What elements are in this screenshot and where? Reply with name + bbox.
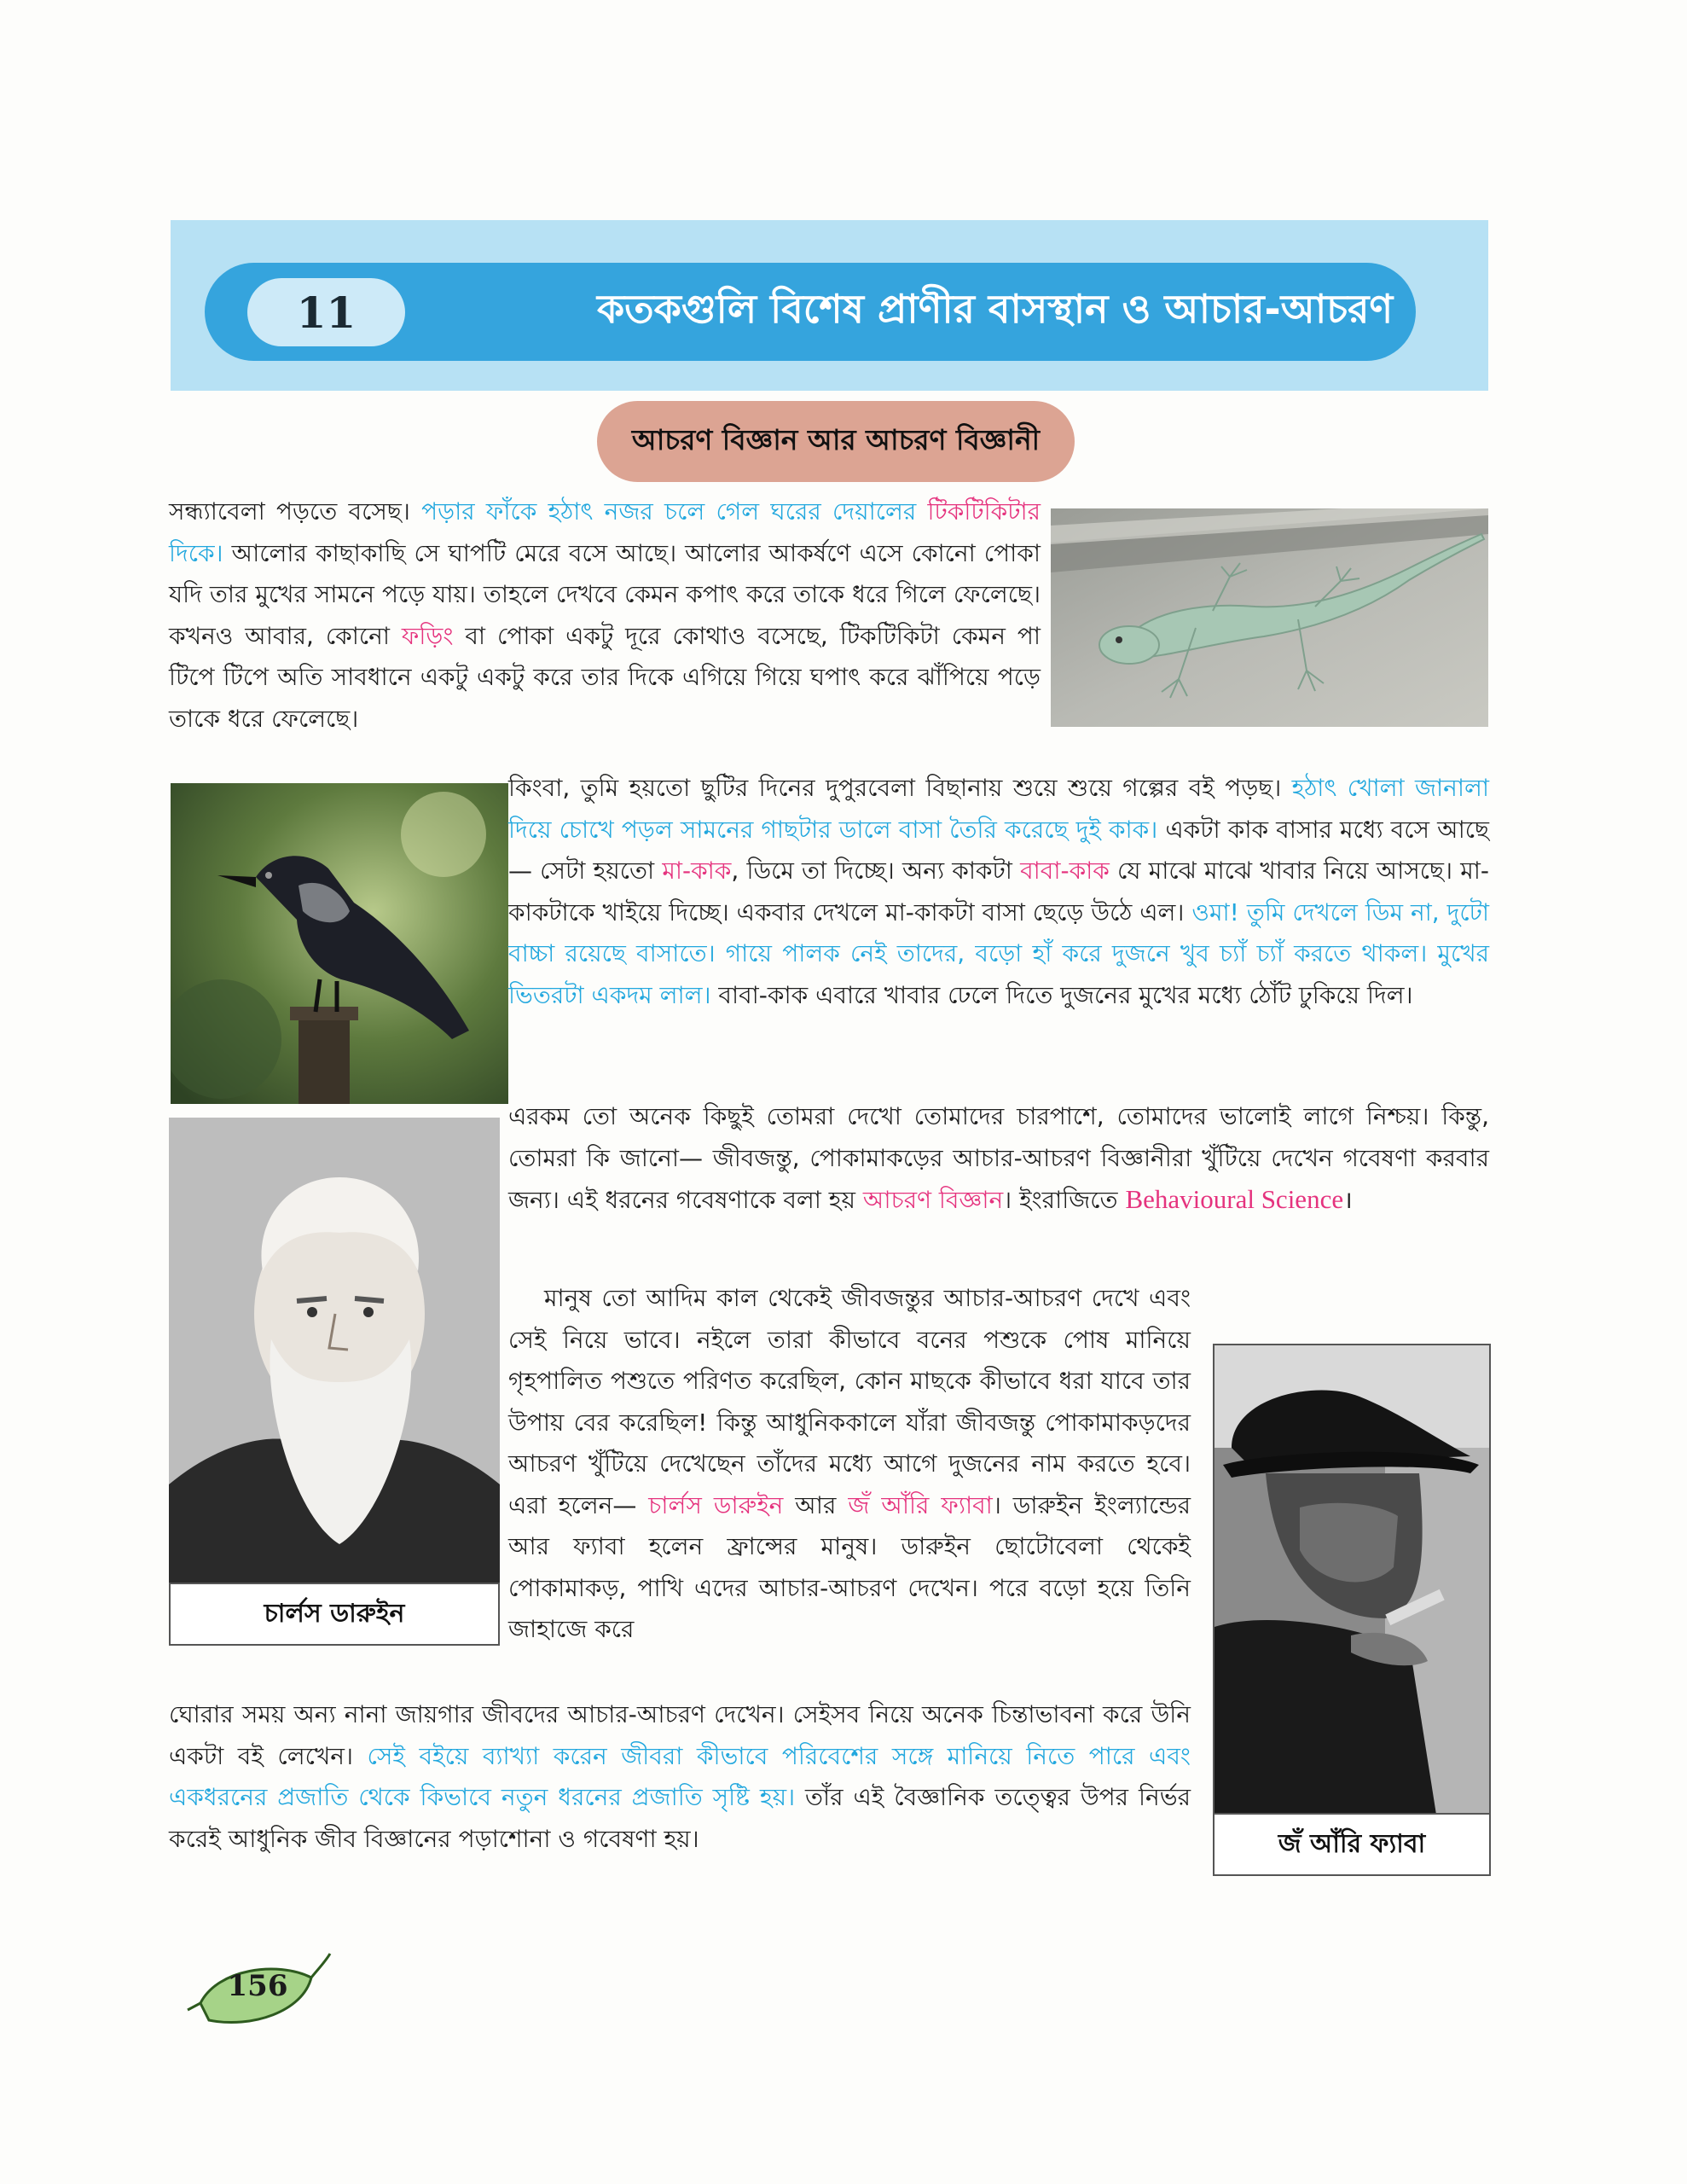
chapter-title: কতকগুলি বিশেষ প্রাণীর বাসস্থান ও আচার-আচরণ [597,286,1394,332]
paragraph-darwin-fabre: মানুষ তো আদিম কাল থেকেই জীবজন্তুর আচার-আচরণ দেখে এবং সেই নিয়ে ভাবে। নইলে তারা কীভাবে বনের পশুকে পোষ মানিয়ে গৃহপালিত পশুতে পরিণত করেছিল, কোন মাছকে কীভাবে ধরা যাবে তার উপায় বের করেছিল! কিন্তু আধুনিককালে যাঁরা জীবজন্তু পোকামাকড়দের আচরণ খুঁটিয়ে দেখেছেন তাঁদের মধ্যে আগে দুজনের নাম করতে হবে। এরা হলেন— চার্লস ডারুইন আর জঁ আঁরি ফ্যাবা। ডারুইন ইংল্যান্ডের আর ফ্যাবা হলেন ফ্রান্সের মানুষ। ডারুইন ছোটোবেলা থেকেই পোকামাকড়, পাখি এদের আচার-আচরণ দেখেন। পরে বড়ো হয়ে তিনি জাহাজে করে [508,1284,1191,1643]
paragraph-darwin-book: ঘোরার সময় অন্য নানা জায়গার জীবদের আচার-আচরণ দেখেন। সেইসব নিয়ে অনেক চিন্তাভাবনা করে উনি একটা বই লেখেন। সেই বইয়ে ব্যাখ্যা করেন জীবরা কীভাবে পরিবেশের সঙ্গে মানিয়ে নিতে পারে এবং একধরনের প্রজাতি থেকে কিভাবে নতুন ধরনের প্রজাতি সৃষ্টি হয়। তাঁর এই বৈজ্ঞানিক তত্ত্বের উপর নির্ভর করেই আধুনিক জীব বিজ্ঞানের পড়াশোনা ও গবেষণা হয়। [169,1700,1191,1853]
paragraph-behavioural-science: এরকম তো অনেক কিছুই তোমরা দেখো তোমাদের চারপাশে, তোমাদের ভালোই লাগে নিশ্চয়। কিন্তু, তোমরা কি জানো— জীবজন্তু, পোকামাকড়ের আচার-আচরণ বিজ্ঞানীরা খুঁটিয়ে দেখেন গবেষণা করবার জন্য। এই ধরনের গবেষণাকে বলা হয় আচরণ বিজ্ঞান। ইংরাজিতে Behavioural Science। [508,1102,1489,1214]
lizard-image [1051,508,1488,727]
paragraph-lizard: সন্ধ্যাবেলা পড়তে বসেছ। পড়ার ফাঁকে হঠাৎ নজর চলে গেল ঘরের দেয়ালের টিকটিকিটার দিকে। আলোর কাছাকাছি সে ঘাপটি মেরে বসে আছে। আলোর আকর্ষণে এসে কোনো পোকা যদি তার মুখের সামনে পড়ে যায়। তাহলে দেখবে কেমন কপাৎ করে তাকে ধরে গিলে ফেলেছে। কখনও আবার, কোনো ফড়িং বা পোকা একটু দূরে কোথাও বসেছে, টিকটিকিটা কেমন পা টিপে টিপে অতি সাবধানে একটু একটু করে তার দিকে এগিয়ে গিয়ে ঘপাৎ করে ঝাঁপিয়ে পড়ে তাকে ধরে ফেলেছে। [169,497,1041,733]
fabre-portrait-image [1213,1344,1491,1815]
page-number: 156 [227,1969,288,2003]
crow-image [171,783,508,1104]
paragraph-crow: কিংবা, তুমি হয়তো ছুটির দিনের দুপুরবেলা বিছানায় শুয়ে শুয়ে গল্পের বই পড়ছ। হঠাৎ খোলা জানালা দিয়ে চোখে পড়ল সামনের গাছটার ডালে বাসা তৈরি করেছে দুই কাক। একটা কাক বাসার মধ্যে বসে আছে— সেটা হয়তো মা-কাক, ডিমে তা দিচ্ছে। অন্য কাকটা বাবা-কাক যে মাঝে মাঝে খাবার নিয়ে আসছে। মা-কাকটাকে খাইয়ে দিচ্ছে। একবার দেখলে মা-কাকটা বাসা ছেড়ে উঠে এল। ওমা! তুমি দেখলে ডিম না, দুটো বাচ্চা রয়েছে বাসাতে। গায়ে পালক নেই তাদের, বড়ো হাঁ করে দুজনে খুব চ্যাঁ চ্যাঁ করতে থাকল। মুখের ভিতরটা একদম লাল। বাবা-কাক এবারে খাবার ঢেলে দিতে দুজনের মুখের মধ্যে ঠোঁট ঢুকিয়ে দিল। [508,774,1489,1009]
chapter-number: 11 [247,278,405,346]
fabre-caption: জঁ আঁরি ফ্যাবা [1213,1813,1491,1876]
section-heading: আচরণ বিজ্ঞান আর আচরণ বিজ্ঞানী [597,401,1075,482]
darwin-portrait-image [169,1118,500,1583]
darwin-caption: চার্লস ডারুইন [169,1583,500,1646]
